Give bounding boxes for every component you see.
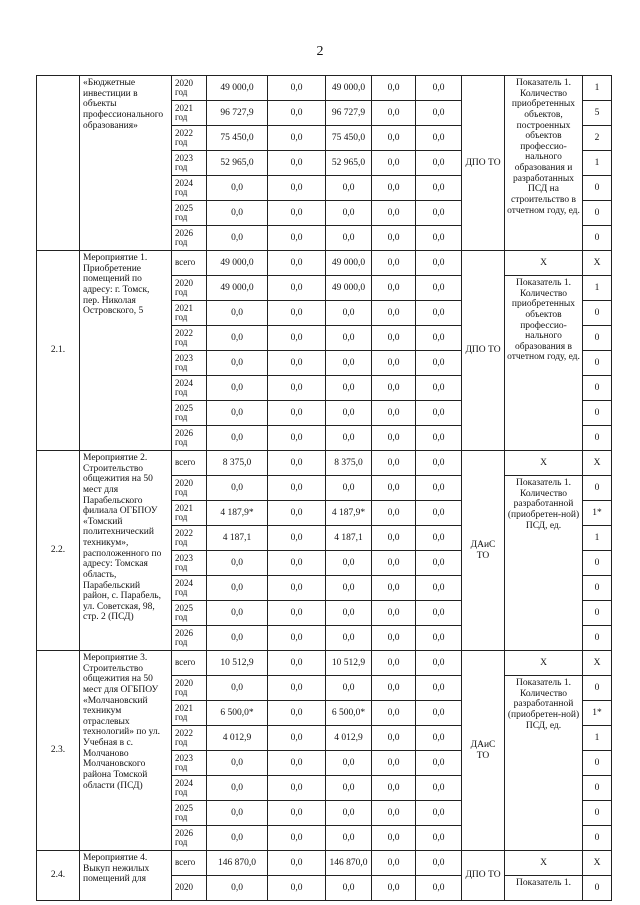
value-cell: 0 bbox=[583, 201, 612, 226]
funding-cell: 0,0 bbox=[372, 401, 416, 426]
total-cell: 0,0 bbox=[207, 626, 268, 651]
funding-cell: 0,0 bbox=[416, 601, 462, 626]
period-cell: 2022 год bbox=[172, 526, 207, 551]
value-cell: 0 bbox=[583, 176, 612, 201]
period-cell: 2020 год bbox=[172, 76, 207, 101]
indicator-cell: Показатель 1. Количество разработанной (приобретен-ной) ПСД, ед. bbox=[505, 676, 583, 851]
executor-cell: ДАиС ТО bbox=[462, 451, 505, 651]
value-cell: 1 bbox=[583, 276, 612, 301]
value-cell: 5 bbox=[583, 101, 612, 126]
funding-cell: 0,0 bbox=[416, 226, 462, 251]
funding-cell: 0,0 bbox=[372, 601, 416, 626]
total-cell: 52 965,0 bbox=[207, 151, 268, 176]
funding-cell: 0,0 bbox=[372, 426, 416, 451]
total-cell: 0,0 bbox=[207, 601, 268, 626]
total-cell: 8 375,0 bbox=[207, 451, 268, 476]
section-code: 2.4. bbox=[37, 851, 80, 901]
funding-cell: 0,0 bbox=[326, 876, 372, 901]
period-cell: всего bbox=[172, 651, 207, 676]
total-cell: 0,0 bbox=[207, 676, 268, 701]
period-cell: 2024 год bbox=[172, 576, 207, 601]
period-cell: 2021 год bbox=[172, 501, 207, 526]
total-cell: 0,0 bbox=[207, 226, 268, 251]
funding-cell: 0,0 bbox=[416, 76, 462, 101]
funding-cell: 0,0 bbox=[372, 876, 416, 901]
value-cell: 0 bbox=[583, 876, 612, 901]
funding-cell: 0,0 bbox=[416, 376, 462, 401]
funding-cell: 0,0 bbox=[268, 701, 326, 726]
funding-cell: 0,0 bbox=[372, 276, 416, 301]
value-cell: 0 bbox=[583, 601, 612, 626]
table-row bbox=[37, 76, 612, 101]
funding-cell: 0,0 bbox=[268, 176, 326, 201]
funding-cell: 0,0 bbox=[268, 326, 326, 351]
period-cell: 2025 год bbox=[172, 801, 207, 826]
funding-cell: 0,0 bbox=[268, 226, 326, 251]
funding-cell: 0,0 bbox=[416, 526, 462, 551]
value-cell: 0 bbox=[583, 751, 612, 776]
indicator-cell: Показатель 1. bbox=[505, 876, 583, 901]
funding-cell: 0,0 bbox=[268, 201, 326, 226]
funding-cell: 0,0 bbox=[268, 651, 326, 676]
funding-cell: 0,0 bbox=[268, 801, 326, 826]
funding-cell: 49 000,0 bbox=[326, 251, 372, 276]
funding-cell: 0,0 bbox=[372, 851, 416, 876]
period-cell: 2023 год bbox=[172, 351, 207, 376]
total-cell: 49 000,0 bbox=[207, 251, 268, 276]
funding-cell: 0,0 bbox=[416, 276, 462, 301]
funding-cell: 146 870,0 bbox=[326, 851, 372, 876]
funding-cell: 0,0 bbox=[372, 626, 416, 651]
value-cell: 0 bbox=[583, 801, 612, 826]
funding-cell: 0,0 bbox=[416, 801, 462, 826]
funding-cell: 0,0 bbox=[326, 301, 372, 326]
section-name: Мероприятие 3. Строительство общежития на 50 мест для ОГБПОУ «Молчановский техникум отраслевых технологий» по ул. Учебная в с. Молчаново Молчановского района Томской области (ПСД) bbox=[80, 651, 172, 851]
value-cell: 1 bbox=[583, 526, 612, 551]
total-cell: 0,0 bbox=[207, 476, 268, 501]
total-cell: 0,0 bbox=[207, 176, 268, 201]
total-cell: 49 000,0 bbox=[207, 276, 268, 301]
funding-cell: 0,0 bbox=[416, 726, 462, 751]
funding-cell: 0,0 bbox=[416, 851, 462, 876]
total-cell: 0,0 bbox=[207, 801, 268, 826]
funding-cell: 0,0 bbox=[416, 651, 462, 676]
funding-cell: 8 375,0 bbox=[326, 451, 372, 476]
indicator-cell: Показатель 1. Количество разработанной (приобретен-ной) ПСД, ед. bbox=[505, 476, 583, 651]
period-cell: 2022 год bbox=[172, 126, 207, 151]
funding-cell: 0,0 bbox=[326, 476, 372, 501]
funding-cell: 0,0 bbox=[372, 326, 416, 351]
funding-cell: 49 000,0 bbox=[326, 276, 372, 301]
total-cell: 75 450,0 bbox=[207, 126, 268, 151]
value-cell: X bbox=[583, 651, 612, 676]
funding-cell: 0,0 bbox=[326, 176, 372, 201]
funding-cell: 0,0 bbox=[326, 551, 372, 576]
funding-cell: 0,0 bbox=[416, 776, 462, 801]
period-cell: 2026 год bbox=[172, 626, 207, 651]
funding-cell: 0,0 bbox=[326, 226, 372, 251]
funding-cell: 4 012,9 bbox=[326, 726, 372, 751]
funding-cell: 0,0 bbox=[416, 826, 462, 851]
value-cell: 0 bbox=[583, 776, 612, 801]
funding-cell: 0,0 bbox=[268, 276, 326, 301]
value-cell: 0 bbox=[583, 576, 612, 601]
funding-cell: 52 965,0 bbox=[326, 151, 372, 176]
section-name: Мероприятие 4. Выкуп нежилых помещений для bbox=[80, 851, 172, 901]
period-cell: всего bbox=[172, 251, 207, 276]
funding-cell: 0,0 bbox=[268, 626, 326, 651]
funding-cell: 0,0 bbox=[372, 826, 416, 851]
funding-cell: 0,0 bbox=[268, 776, 326, 801]
total-cell: 4 187,9* bbox=[207, 501, 268, 526]
funding-cell: 0,0 bbox=[268, 476, 326, 501]
indicator-x-cell: X bbox=[505, 851, 583, 876]
funding-cell: 0,0 bbox=[372, 176, 416, 201]
funding-cell: 0,0 bbox=[326, 201, 372, 226]
funding-cell: 0,0 bbox=[372, 676, 416, 701]
funding-cell: 0,0 bbox=[416, 476, 462, 501]
indicator-cell: Показатель 1. Количество приобретенных объектов, построенных объектов профессио-нального образования и разработанных ПСД на строительство в отчетном году, ед. bbox=[505, 76, 583, 251]
value-cell: 1 bbox=[583, 726, 612, 751]
funding-cell: 0,0 bbox=[416, 251, 462, 276]
funding-cell: 0,0 bbox=[326, 326, 372, 351]
funding-cell: 0,0 bbox=[372, 651, 416, 676]
funding-cell: 0,0 bbox=[416, 201, 462, 226]
funding-cell: 6 500,0* bbox=[326, 701, 372, 726]
funding-cell: 0,0 bbox=[372, 501, 416, 526]
funding-cell: 0,0 bbox=[416, 626, 462, 651]
funding-cell: 0,0 bbox=[372, 551, 416, 576]
funding-cell: 0,0 bbox=[268, 101, 326, 126]
period-cell: 2024 год bbox=[172, 376, 207, 401]
value-cell: X bbox=[583, 851, 612, 876]
funding-cell: 0,0 bbox=[268, 251, 326, 276]
total-cell: 0,0 bbox=[207, 826, 268, 851]
funding-cell: 10 512,9 bbox=[326, 651, 372, 676]
total-cell: 0,0 bbox=[207, 751, 268, 776]
period-cell: 2023 год bbox=[172, 551, 207, 576]
funding-cell: 0,0 bbox=[416, 101, 462, 126]
indicator-x-cell: X bbox=[505, 451, 583, 476]
value-cell: 0 bbox=[583, 426, 612, 451]
program-table bbox=[36, 75, 612, 901]
funding-cell: 0,0 bbox=[268, 351, 326, 376]
funding-cell: 0,0 bbox=[416, 301, 462, 326]
funding-cell: 0,0 bbox=[372, 301, 416, 326]
funding-cell: 0,0 bbox=[416, 351, 462, 376]
total-cell: 0,0 bbox=[207, 351, 268, 376]
funding-cell: 0,0 bbox=[372, 576, 416, 601]
total-cell: 0,0 bbox=[207, 326, 268, 351]
funding-cell: 0,0 bbox=[416, 501, 462, 526]
page-number: 2 bbox=[316, 44, 324, 59]
value-cell: 1 bbox=[583, 76, 612, 101]
funding-cell: 0,0 bbox=[372, 76, 416, 101]
table-row bbox=[37, 451, 612, 476]
value-cell: 0 bbox=[583, 326, 612, 351]
funding-cell: 0,0 bbox=[372, 701, 416, 726]
funding-cell: 0,0 bbox=[372, 526, 416, 551]
funding-cell: 0,0 bbox=[268, 551, 326, 576]
funding-cell: 0,0 bbox=[326, 426, 372, 451]
indicator-x-cell: X bbox=[505, 651, 583, 676]
value-cell: 0 bbox=[583, 351, 612, 376]
funding-cell: 0,0 bbox=[416, 676, 462, 701]
value-cell: 0 bbox=[583, 826, 612, 851]
period-cell: 2025 год bbox=[172, 601, 207, 626]
funding-cell: 0,0 bbox=[268, 451, 326, 476]
funding-cell: 0,0 bbox=[372, 101, 416, 126]
period-cell: 2025 год bbox=[172, 401, 207, 426]
funding-cell: 0,0 bbox=[268, 726, 326, 751]
indicator-x-cell: X bbox=[505, 251, 583, 276]
total-cell: 0,0 bbox=[207, 876, 268, 901]
period-cell: 2020 год bbox=[172, 476, 207, 501]
section-code: 2.3. bbox=[37, 651, 80, 851]
value-cell: 1 bbox=[583, 151, 612, 176]
total-cell: 4 187,1 bbox=[207, 526, 268, 551]
section-name: Мероприятие 2. Строительство общежития на 50 мест для Парабельского филиала ОГБПОУ «Томский политехнический техникум», расположенного по адресу: Томская область, Парабельский район, с. Парабель, ул. Советская, 98, стр. 2 (ПСД) bbox=[80, 451, 172, 651]
funding-cell: 0,0 bbox=[416, 576, 462, 601]
period-cell: 2020 год bbox=[172, 676, 207, 701]
funding-cell: 0,0 bbox=[372, 801, 416, 826]
value-cell: 1* bbox=[583, 501, 612, 526]
period-cell: 2022 год bbox=[172, 326, 207, 351]
period-cell: 2022 год bbox=[172, 726, 207, 751]
funding-cell: 0,0 bbox=[372, 476, 416, 501]
funding-cell: 0,0 bbox=[416, 426, 462, 451]
section-code: 2.1. bbox=[37, 251, 80, 451]
executor-cell: ДПО ТО bbox=[462, 76, 505, 251]
value-cell: 1* bbox=[583, 701, 612, 726]
period-cell: 2026 год bbox=[172, 826, 207, 851]
total-cell: 0,0 bbox=[207, 551, 268, 576]
funding-cell: 0,0 bbox=[268, 501, 326, 526]
total-cell: 0,0 bbox=[207, 301, 268, 326]
funding-cell: 0,0 bbox=[416, 751, 462, 776]
value-cell: X bbox=[583, 451, 612, 476]
funding-cell: 0,0 bbox=[268, 576, 326, 601]
funding-cell: 0,0 bbox=[326, 351, 372, 376]
funding-cell: 0,0 bbox=[416, 126, 462, 151]
funding-cell: 0,0 bbox=[326, 576, 372, 601]
period-cell: 2023 год bbox=[172, 151, 207, 176]
funding-cell: 0,0 bbox=[326, 676, 372, 701]
period-cell: 2024 год bbox=[172, 776, 207, 801]
funding-cell: 0,0 bbox=[268, 826, 326, 851]
funding-cell: 0,0 bbox=[372, 201, 416, 226]
value-cell: 2 bbox=[583, 126, 612, 151]
funding-cell: 0,0 bbox=[416, 151, 462, 176]
funding-cell: 0,0 bbox=[268, 601, 326, 626]
funding-cell: 96 727,9 bbox=[326, 101, 372, 126]
funding-cell: 0,0 bbox=[268, 126, 326, 151]
total-cell: 49 000,0 bbox=[207, 76, 268, 101]
value-cell: 0 bbox=[583, 226, 612, 251]
funding-cell: 0,0 bbox=[372, 776, 416, 801]
funding-cell: 0,0 bbox=[268, 526, 326, 551]
section-code bbox=[37, 76, 80, 251]
period-cell: 2021 год bbox=[172, 101, 207, 126]
table-row bbox=[37, 651, 612, 676]
table-row bbox=[37, 251, 612, 276]
funding-cell: 0,0 bbox=[372, 251, 416, 276]
funding-cell: 0,0 bbox=[268, 751, 326, 776]
period-cell: 2020 год bbox=[172, 276, 207, 301]
period-cell: 2024 год bbox=[172, 176, 207, 201]
section-code: 2.2. bbox=[37, 451, 80, 651]
funding-cell: 0,0 bbox=[326, 776, 372, 801]
period-cell: 2026 год bbox=[172, 226, 207, 251]
value-cell: 0 bbox=[583, 401, 612, 426]
total-cell: 0,0 bbox=[207, 426, 268, 451]
funding-cell: 0,0 bbox=[416, 176, 462, 201]
total-cell: 0,0 bbox=[207, 576, 268, 601]
funding-cell: 0,0 bbox=[268, 376, 326, 401]
funding-cell: 0,0 bbox=[326, 751, 372, 776]
funding-cell: 0,0 bbox=[372, 151, 416, 176]
table-row bbox=[37, 851, 612, 876]
funding-cell: 4 187,9* bbox=[326, 501, 372, 526]
period-cell: 2023 год bbox=[172, 751, 207, 776]
funding-cell: 0,0 bbox=[372, 451, 416, 476]
funding-cell: 0,0 bbox=[268, 151, 326, 176]
section-name: «Бюджетные инвестиции в объекты профессионального образования» bbox=[80, 76, 172, 251]
value-cell: 0 bbox=[583, 676, 612, 701]
funding-cell: 0,0 bbox=[268, 426, 326, 451]
period-cell: 2020 bbox=[172, 876, 207, 901]
funding-cell: 0,0 bbox=[416, 551, 462, 576]
value-cell: 0 bbox=[583, 476, 612, 501]
funding-cell: 0,0 bbox=[326, 826, 372, 851]
funding-cell: 0,0 bbox=[268, 301, 326, 326]
funding-cell: 0,0 bbox=[372, 351, 416, 376]
funding-cell: 0,0 bbox=[372, 751, 416, 776]
funding-cell: 49 000,0 bbox=[326, 76, 372, 101]
funding-cell: 0,0 bbox=[268, 401, 326, 426]
section-name: Мероприятие 1. Приобретение помещений по адресу: г. Томск, пер. Николая Островского, 5 bbox=[80, 251, 172, 451]
value-cell: 0 bbox=[583, 301, 612, 326]
total-cell: 96 727,9 bbox=[207, 101, 268, 126]
value-cell: 0 bbox=[583, 626, 612, 651]
period-cell: 2025 год bbox=[172, 201, 207, 226]
total-cell: 4 012,9 bbox=[207, 726, 268, 751]
funding-cell: 0,0 bbox=[326, 801, 372, 826]
total-cell: 10 512,9 bbox=[207, 651, 268, 676]
funding-cell: 0,0 bbox=[326, 601, 372, 626]
period-cell: 2026 год bbox=[172, 426, 207, 451]
funding-cell: 0,0 bbox=[326, 626, 372, 651]
funding-cell: 0,0 bbox=[372, 376, 416, 401]
funding-cell: 0,0 bbox=[416, 701, 462, 726]
period-cell: 2021 год bbox=[172, 301, 207, 326]
funding-cell: 0,0 bbox=[416, 326, 462, 351]
funding-cell: 0,0 bbox=[326, 376, 372, 401]
funding-cell: 0,0 bbox=[372, 726, 416, 751]
total-cell: 0,0 bbox=[207, 376, 268, 401]
total-cell: 0,0 bbox=[207, 401, 268, 426]
funding-cell: 4 187,1 bbox=[326, 526, 372, 551]
total-cell: 0,0 bbox=[207, 776, 268, 801]
funding-cell: 0,0 bbox=[326, 401, 372, 426]
funding-cell: 0,0 bbox=[372, 126, 416, 151]
period-cell: всего bbox=[172, 851, 207, 876]
value-cell: X bbox=[583, 251, 612, 276]
value-cell: 0 bbox=[583, 551, 612, 576]
funding-cell: 75 450,0 bbox=[326, 126, 372, 151]
funding-cell: 0,0 bbox=[268, 876, 326, 901]
funding-cell: 0,0 bbox=[268, 851, 326, 876]
period-cell: всего bbox=[172, 451, 207, 476]
funding-cell: 0,0 bbox=[372, 226, 416, 251]
executor-cell: ДПО ТО bbox=[462, 851, 505, 901]
period-cell: 2021 год bbox=[172, 701, 207, 726]
funding-cell: 0,0 bbox=[416, 401, 462, 426]
funding-cell: 0,0 bbox=[268, 676, 326, 701]
executor-cell: ДПО ТО bbox=[462, 251, 505, 451]
executor-cell: ДАиС ТО bbox=[462, 651, 505, 851]
indicator-cell: Показатель 1. Количество приобретенных объектов профессио-нального образования в отчетном году, ед. bbox=[505, 276, 583, 451]
total-cell: 146 870,0 bbox=[207, 851, 268, 876]
value-cell: 0 bbox=[583, 376, 612, 401]
funding-cell: 0,0 bbox=[416, 451, 462, 476]
total-cell: 6 500,0* bbox=[207, 701, 268, 726]
total-cell: 0,0 bbox=[207, 201, 268, 226]
funding-cell: 0,0 bbox=[268, 76, 326, 101]
funding-cell: 0,0 bbox=[416, 876, 462, 901]
